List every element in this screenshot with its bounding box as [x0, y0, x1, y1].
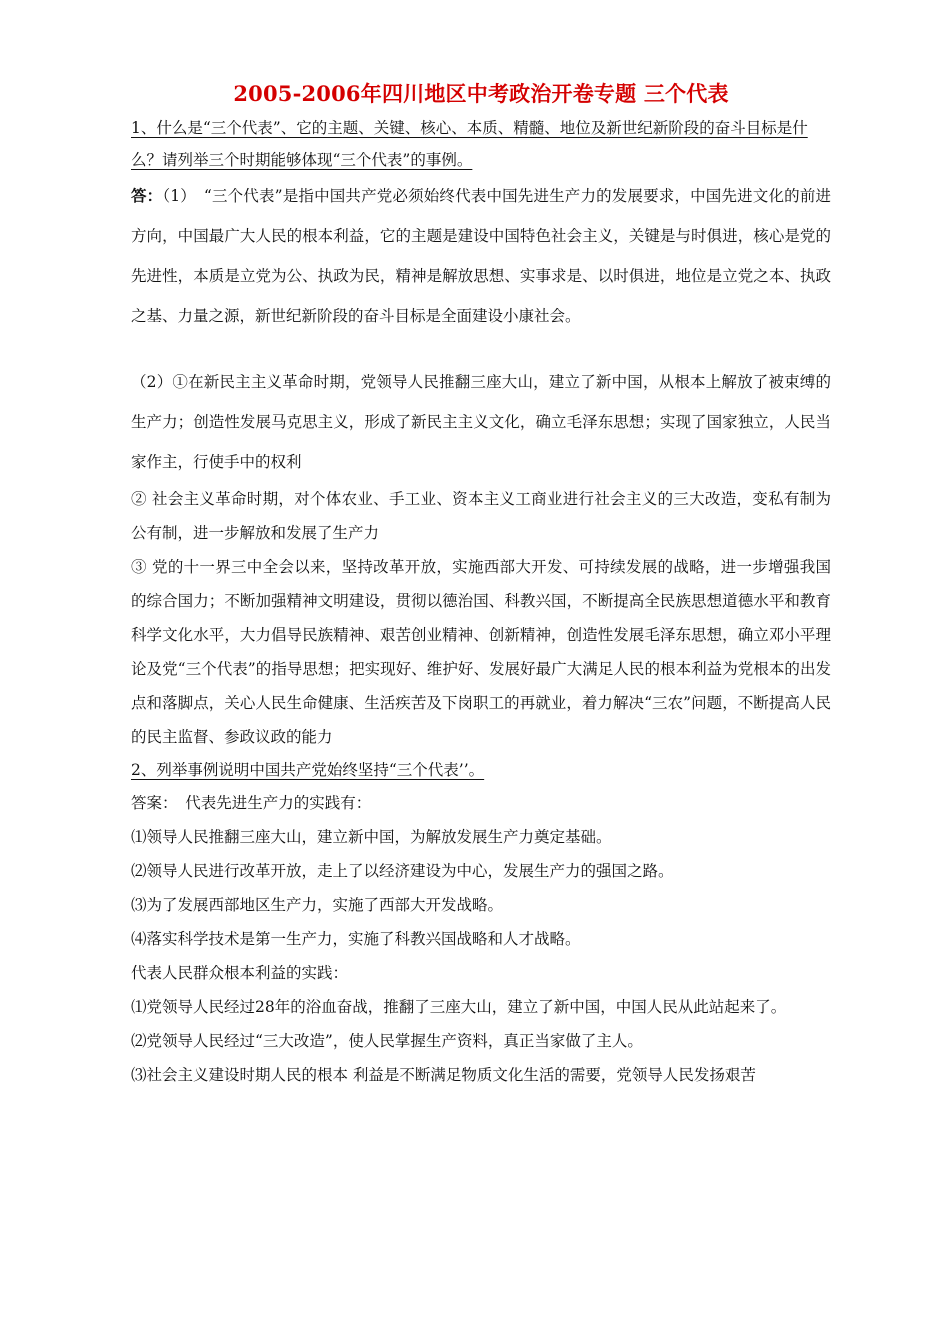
answer-label: 答： — [131, 186, 163, 205]
answer-2-item: ⑵党领导人民经过“三大改造”，使人民掌握生产资料，真正当家做了主人。 — [131, 1032, 643, 1050]
document-title: 2005-2006年四川地区中考政治开卷专题 三个代表 — [233, 81, 729, 106]
question-1: 1、什么是“三个代表”、它的主题、关键、核心、本质、精髓、地位及新世纪新阶段的奋斗目标是什么？请列举三个时期能够体现“三个代表”的事例。 — [131, 119, 808, 169]
answer-1-part-1-text: （1） “三个代表”是指中国共产党必须始终代表中国先进生产力的发展要求，中国先进文化的前进方向，中国最广大人民的根本利益，它的主题是建设中国特色社会主义，关键是与时俱进，核心是党的先进性，本质是立党为公、执政为民，精神是解放思想、实事求是、以时俱进，地位是立党之本、执政之基、力量之源，新世纪新阶段的奋斗目标是全面建设小康社会。 — [131, 187, 831, 325]
spacer — [131, 336, 831, 362]
document-page — [131, 76, 831, 1092]
answer-2-item: ⑶社会主义建设时期人民的根本 利益是不断满足物质文化生活的需要，党领导人民发扬艰苦 — [131, 1066, 756, 1084]
answer-2-item: ⑴领导人民推翻三座大山，建立新中国，为解放发展生产力奠定基础。 — [131, 828, 612, 846]
answer-2-intro: 答案： 代表先进生产力的实践有： — [131, 794, 372, 812]
answer-2-item: ⑴党领导人民经过28年的浴血奋战，推翻了三座大山，建立了新中国，中国人民从此站起来了。 — [131, 998, 787, 1016]
answer-2-item: ⑵领导人民进行改革开放，走上了以经济建设为中心，发展生产力的强国之路。 — [131, 862, 674, 880]
answer-1-part-1 — [131, 176, 831, 336]
answer-2-heading: 代表人民群众根本利益的实践： — [131, 964, 349, 982]
answer-2-item: ⑷落实科学技术是第一生产力，实施了科教兴国战略和人才战略。 — [131, 930, 581, 948]
answer-1-part-4: ③ 党的十一界三中全会以来，坚持改革开放，实施西部大开发、可持续发展的战略，进一步增强我国的综合国力；不断加强精神文明建设，贯彻以德治国、科教兴国，不断提高全民族思想道德水平和教育科学文化水平，大力倡导民族精神、艰苦创业精神、创新精神，创造性发展毛泽东思想，确立邓小平理论及党“三个代表”的指导思想；把实现好、维护好、发展好最广大满足人民的根本利益为党根本的出发点和落脚点，关心人民生命健康、生活疾苦及下岗职工的再就业，着力解决“三农”问题，不断提高人民的民主监督、参政议政的能力 — [131, 558, 831, 746]
answer-1-part-2: （2）①在新民主主义革命时期，党领导人民推翻三座大山，建立了新中国，从根本上解放了被束缚的生产力；创造性发展马克思主义，形成了新民主主义文化，确立毛泽东思想；实现了国家独立，人民当家作主，行使手中的权利 — [131, 373, 831, 471]
question-2: 2、列举事例说明中国共产党始终坚持“三个代表’’。 — [131, 761, 485, 779]
answer-2-item: ⑶为了发展西部地区生产力，实施了西部大开发战略。 — [131, 896, 504, 914]
answer-1-part-3: ② 社会主义革命时期，对个体农业、手工业、资本主义工商业进行社会主义的三大改造，变私有制为公有制，进一步解放和发展了生产力 — [131, 490, 831, 542]
